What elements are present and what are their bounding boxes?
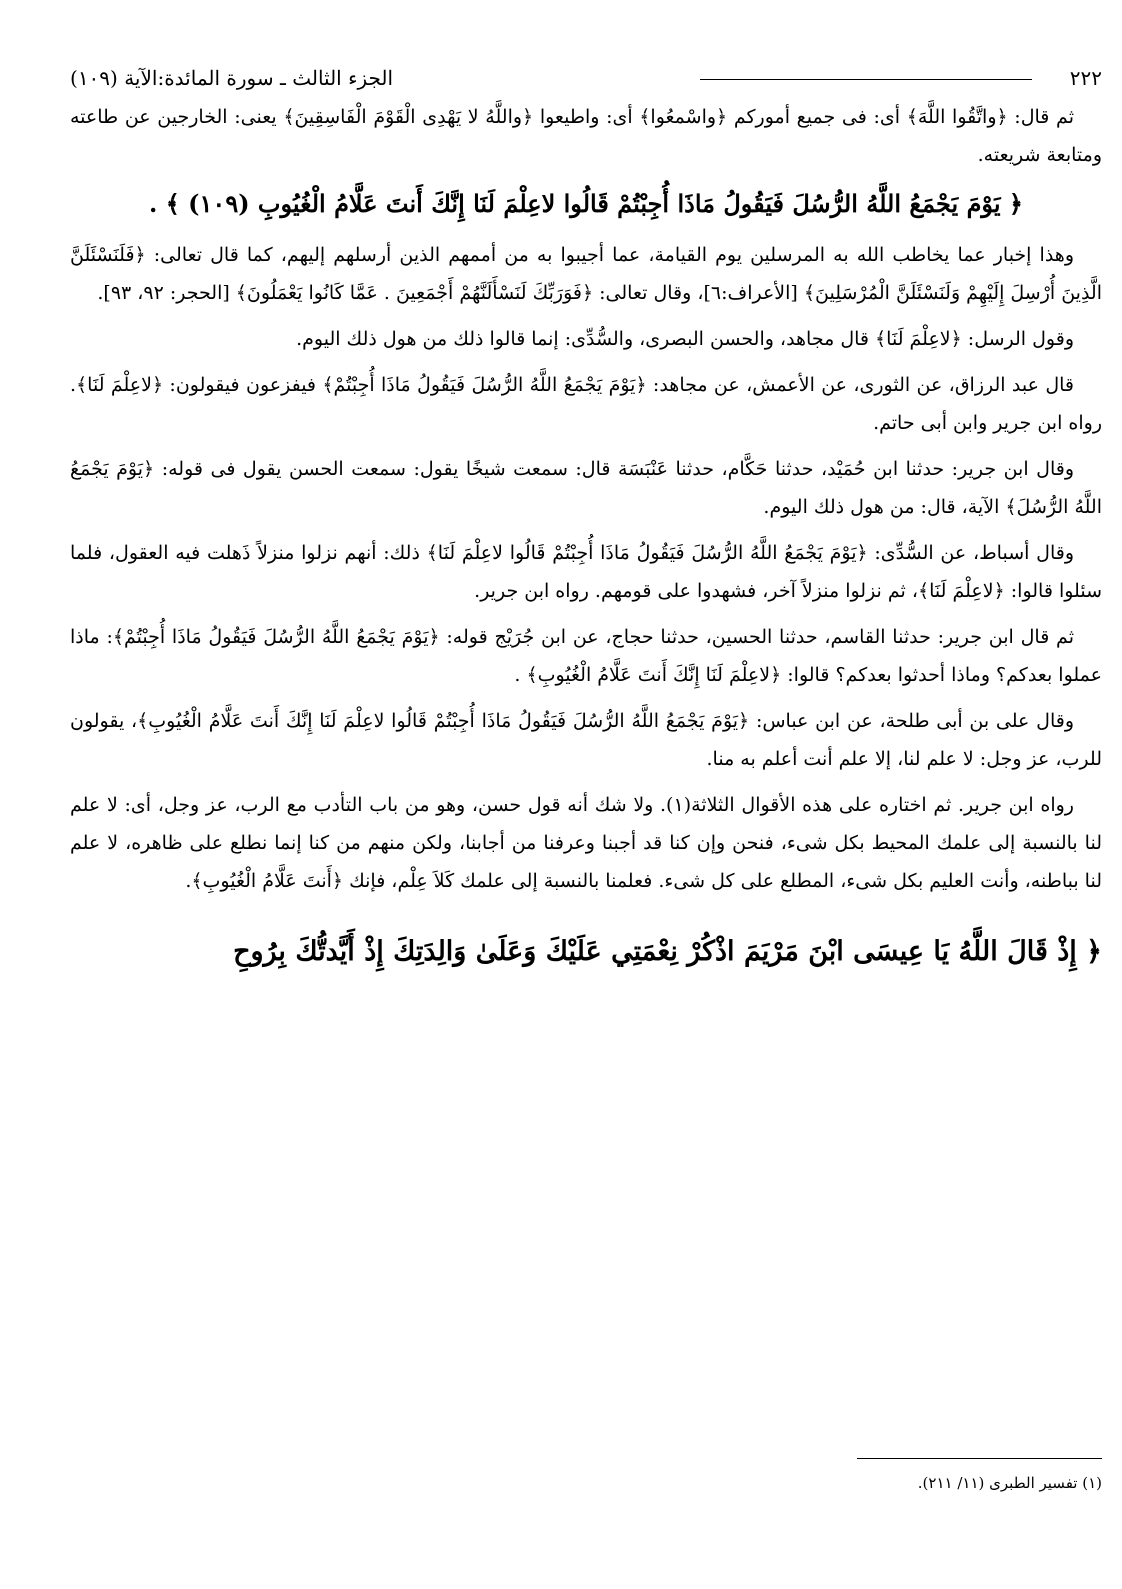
next-verse: ﴿ إِذْ قَالَ اللَّهُ يَا عِيسَى ابْنَ مَرْيَمَ اذْكُرْ نِعْمَتِي عَلَيْكَ وَعَلَىٰ وَالِدَتِكَ إِذْ أَيَّدتُّكَ بِرُوحِ (233, 936, 1102, 967)
body-paragraph-8: رواه ابن جرير. ثم اختاره على هذه الأقوال الثلاثة(١). ولا شك أنه قول حسن، وهو من باب التأدب مع الرب، عز وجل، أى: لا علم لنا بالنسبة إلى علمك المحيط بكل شىء، فنحن وإن كنا قد أجبنا وعرفنا من أجابنا، ولكن منهم من كنا إنما نطلع على ظاهره، لا علم لنا بباطنه، وأنت العليم بكل شىء، المطلع على كل شىء. فعلمنا بالنسبة إلى علمك كَلاَ عِلْم، فإنك ﴿أَنتَ عَلَّامُ الْغُيُوبِ﴾. (70, 794, 1102, 892)
page-number: ٢٢٢ (1069, 66, 1102, 90)
intro-paragraph: ثم قال: ﴿واتَّقُوا اللَّهَ﴾ أى: فى جميع أموركم ﴿واسْمعُوا﴾ أى: واطيعوا ﴿واللَّهُ لا يَهْدِى الْقَوْمَ الْفَاسِقِينَ﴾ يعنى: الخارجين عن طاعته ومتابعة شريعته. (70, 106, 1102, 166)
body-paragraph-1: وهذا إخبار عما يخاطب الله به المرسلين يوم القيامة، عما أجيبوا به من أممهم الذين أرسلهم إليهم، كما قال تعالى: ﴿فَلَنَسْئَلَنَّ الَّذِينَ أُرْسِلَ إِلَيْهِمْ وَلَنَسْئَلَنَّ الْمُرْسَلِينَ﴾ [الأعراف:٦]، وقال تعالى: ﴿فَوَرَبِّكَ لَنَسْأَلَنَّهُمْ أَجْمَعِينَ . عَمَّا كَانُوا يَعْمَلُونَ﴾ [الحجر: ٩٢، ٩٣]. (70, 244, 1102, 304)
verse-heading: ﴿ يَوْمَ يَجْمَعُ اللَّهُ الرُّسُلَ فَيَقُولُ مَاذَا أُجِبْتُمْ قَالُوا لاعِلْمَ لَنَا إِنَّكَ أَنتَ عَلَّامُ الْغُيُوبِ (١٠٩) ﴾ . (149, 189, 1023, 218)
body-paragraph-2: وقول الرسل: ﴿لاعِلْمَ لَنَا﴾ قال مجاهد، والحسن البصرى، والسُّدِّى: إنما قالوا ذلك من هول ذلك اليوم. (296, 328, 1074, 350)
footnote: (١) تفسير الطبرى (١١/ ٢١١). (917, 1474, 1102, 1492)
body-paragraph-5: وقال أسباط، عن السُّدِّى: ﴿يَوْمَ يَجْمَعُ اللَّهُ الرُّسُلَ فَيَقُولُ مَاذَا أُجِبْتُمْ قَالُوا لاعِلْمَ لَنَا﴾ ذلك: أنهم نزلوا منزلاً ذَهلت فيه العقول، فلما سئلوا قالوا: ﴿لاعِلْمَ لَنَا﴾، ثم نزلوا منزلاً آخر، فشهدوا على قومهم. رواه ابن جرير. (70, 542, 1102, 602)
book-page (70, 58, 1102, 1538)
header-rule (700, 79, 1032, 80)
body-paragraph-6: ثم قال ابن جرير: حدثنا القاسم، حدثنا الحسين، حدثنا حجاج، عن ابن جُرَيْج قوله: ﴿يَوْمَ يَجْمَعُ اللَّهُ الرُّسُلَ فَيَقُولُ مَاذَا أُجِبْتُمْ﴾: ماذا عملوا بعدكم؟ وماذا أحدثوا بعدكم؟ قالوا: ﴿لاعِلْمَ لَنَا إِنَّكَ أَنتَ عَلَّامُ الْغُيُوبِ﴾ . (70, 626, 1102, 686)
body-paragraph-7: وقال على بن أبى طلحة، عن ابن عباس: ﴿يَوْمَ يَجْمَعُ اللَّهُ الرُّسُلَ فَيَقُولُ مَاذَا أُجِبْتُمْ قَالُوا لاعِلْمَ لَنَا إِنَّكَ أَنتَ عَلَّامُ الْغُيُوبِ﴾، يقولون للرب، عز وجل: لا علم لنا، إلا علم أنت أعلم به منا. (70, 710, 1102, 770)
running-header (70, 58, 1102, 98)
header-title: الجزء الثالث ـ سورة المائدة:الآية (١٠٩) (70, 66, 394, 90)
footnote-rule (857, 1458, 1102, 1459)
body-paragraph-4: وقال ابن جرير: حدثنا ابن حُمَيْد، حدثنا حَكَّام، حدثنا عَنْبَسَة قال: سمعت شيخًا يقول: سمعت الحسن يقول فى قوله: ﴿يَوْمَ يَجْمَعُ اللَّهُ الرُّسُلَ﴾ الآية، قال: من هول ذلك اليوم. (70, 458, 1102, 518)
body-paragraph-3: قال عبد الرزاق، عن الثورى، عن الأعمش، عن مجاهد: ﴿يَوْمَ يَجْمَعُ اللَّهُ الرُّسُلَ فَيَقُولُ مَاذَا أُجِبْتُمْ﴾ فيفزعون فيقولون: ﴿لاعِلْمَ لَنَا﴾. رواه ابن جرير وابن أبى حاتم. (70, 374, 1102, 434)
